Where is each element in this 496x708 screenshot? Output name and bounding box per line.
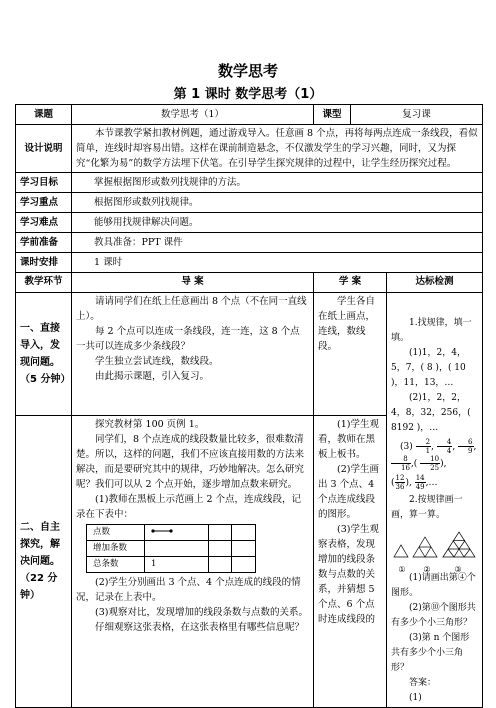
col-step-header: 教学环节 bbox=[16, 273, 72, 293]
row-time bbox=[16, 253, 483, 273]
step-1-study-text: 学生各自在纸上画点，连线，数线段。 bbox=[318, 296, 376, 352]
diff-text: 能够用找规律解决问题。 bbox=[72, 213, 483, 233]
goal-label: 学习目标 bbox=[16, 173, 72, 193]
check-q1: 1.找规律，填一填。 bbox=[391, 318, 472, 343]
check-q1c: (3) $\frac{2}{1}$ , $\frac{4}{4}$ , $\frac{6}{9}$ , $\frac{8}{16}$ ,( $\frac{10}{25}$ ), bbox=[391, 438, 478, 472]
fraction-6-den: 36 bbox=[395, 483, 405, 491]
tri-label-2: ② bbox=[423, 565, 431, 574]
check-answer-label: 答案： bbox=[409, 678, 437, 688]
step-2-guide-p2: 同学们，8 个点连成的线段数量比较多，很难数清楚。所以，这样的问题，我们不应该直接用数的方法来解决，而是要研究其中的规律，巧妙地解决。怎么研究呢？我们可以从 2 个点开始，逐步增加点数来研究。 bbox=[76, 433, 305, 490]
topic-label: 课题 bbox=[16, 105, 72, 125]
check-column bbox=[387, 293, 483, 708]
step-2-guide bbox=[72, 415, 314, 707]
check-q2a: (1)请画出第④个图形。 bbox=[391, 573, 476, 598]
step-2-guide-p3: (1)教师在黑板上示范画上 2 个点，连成线段，记录在下表中： bbox=[76, 493, 302, 520]
triangle-figures bbox=[391, 531, 478, 574]
fraction-4-den: 16 bbox=[401, 464, 410, 472]
key-label: 学习重点 bbox=[16, 193, 72, 213]
inner-label-total: 总条数 bbox=[87, 556, 145, 572]
col-guide-header: 导 案 bbox=[72, 273, 314, 293]
doc-title: 数学思考 bbox=[217, 62, 278, 80]
tri-label-3: ③ bbox=[454, 565, 462, 574]
inner-label-points: 点数 bbox=[87, 524, 145, 540]
fraction-6 bbox=[395, 474, 406, 491]
row-diff bbox=[16, 213, 483, 233]
fraction-2-num: 4 bbox=[437, 438, 452, 447]
process-header-row bbox=[16, 273, 483, 293]
inner-total-value: 1 bbox=[145, 556, 209, 572]
step-2-guide-p6: 仔细观察这张表格，在这张表格里有哪些信息呢？ bbox=[95, 621, 305, 633]
tri-label-1: ① bbox=[398, 565, 406, 574]
row-key bbox=[16, 193, 483, 213]
fraction-7-den: 49 bbox=[415, 483, 425, 491]
fraction-3-den: 9 bbox=[468, 447, 473, 455]
fraction-2 bbox=[437, 438, 452, 455]
line-segment-icon bbox=[151, 528, 173, 534]
segment-cell bbox=[145, 524, 209, 540]
goal-text: 掌握根据图形或数列找规律的方法。 bbox=[72, 173, 483, 193]
prep-text: 教具准备：PPT 课件 bbox=[72, 233, 483, 253]
fraction-2-den: 4 bbox=[446, 447, 452, 455]
step-1-guide-p4: 由此揭示课题，引入复习。 bbox=[95, 371, 210, 382]
inner-label-added: 增加条数 bbox=[87, 540, 145, 556]
col-check-header: 达标检测 bbox=[387, 273, 483, 293]
fraction-1 bbox=[416, 438, 431, 455]
prep-label: 学前准备 bbox=[16, 233, 72, 253]
check-q1a: (1)1，2，4，5，7，( 8 )，( 10 )，11，13，… bbox=[391, 348, 466, 388]
step-1-guide-p1: 请请同学们在纸上任意画出 8 个点（不在同一直线上）。 bbox=[76, 296, 307, 322]
step-2-guide-p1: 探究教材第 100 页例 1。 bbox=[95, 418, 205, 430]
time-text: 1 课时 bbox=[72, 253, 483, 273]
step-1-study bbox=[314, 293, 387, 416]
row-design bbox=[16, 125, 483, 173]
check-q2c: (3)第 n 个图形共有多少个小三角形？ bbox=[391, 633, 470, 673]
check-q2: 2.按规律画一画，算一算。 bbox=[391, 495, 463, 520]
fraction-5-num: 10 bbox=[420, 455, 440, 464]
fraction-5-den: 25 bbox=[430, 464, 440, 472]
fraction-6-num: 12 bbox=[395, 474, 405, 482]
type-value: 复习课 bbox=[351, 105, 483, 125]
step-2-label: 二、自主探究，解决问题。（22 分钟） bbox=[16, 415, 72, 707]
key-text: 根据图形或数列找规律。 bbox=[72, 193, 483, 213]
inner-row-points bbox=[87, 524, 256, 540]
check-q1b: (2)1，2，2，4，8，32，256，( 8192 )，… bbox=[391, 393, 471, 433]
check-q1c-line2: ( $\frac{12}{36}$ ), $\frac{14}{49}$ ,… bbox=[391, 474, 438, 491]
step-2-study bbox=[314, 415, 387, 707]
step-2-study-p3: (3)学生观察表格，发现增加的线段条数与点数的关系，并猜想 5 个点、6 个点时连成线段的 bbox=[318, 523, 379, 625]
fraction-5 bbox=[420, 455, 440, 472]
inner-row-added bbox=[87, 540, 256, 556]
step-2-study-p2: (2)学生画出 3 个点、4 个点连成线段的图形。 bbox=[318, 463, 379, 520]
type-label: 课型 bbox=[314, 105, 351, 125]
design-text-cell bbox=[72, 125, 483, 173]
step-2-guide-p4: (2)学生分别画出 3 个点、4 个点连成的线段的情况，记录在上表中。 bbox=[76, 576, 301, 603]
row-goal bbox=[16, 173, 483, 193]
fraction-4-num: 8 bbox=[391, 455, 411, 464]
design-text: 本节课教学紧扣教材例题，通过游戏导入。任意画 8 个点，再将每两点连成一条线段，看似简单，连线时却容易出错。这样在课前制造悬念，不仅激发学生的学习兴趣，同时，又为探究“化繁为易”的数学方法埋下伏笔。在引导学生探究规律的过程中，让学生经历探究过程。 bbox=[76, 128, 478, 169]
fraction-1-den: 1 bbox=[425, 447, 431, 455]
lesson-plan-table bbox=[15, 104, 483, 708]
step-1-guide-p3: 学生独立尝试连线，数线段。 bbox=[95, 356, 219, 367]
fraction-3 bbox=[458, 438, 473, 455]
fraction-3-num: 6 bbox=[458, 438, 473, 447]
step-2-guide-p5: (3)观察对比，发现增加的线段条数与点数的关系。 bbox=[95, 606, 308, 618]
step-1-guide bbox=[72, 293, 314, 416]
check-q1c-prefix: (3) bbox=[400, 442, 413, 452]
doc-subtitle: 第 1 课时 数学思考（1） bbox=[173, 87, 323, 102]
step-1-label: 一、直接导入，发现问题。（5 分钟） bbox=[16, 293, 72, 416]
time-label: 课时安排 bbox=[16, 253, 72, 273]
row-topic bbox=[16, 105, 483, 125]
step-2-study-p1: (1)学生观看，教师在黑板上板书。 bbox=[318, 418, 379, 460]
fraction-1-num: 2 bbox=[416, 438, 431, 447]
points-segments-table bbox=[86, 524, 256, 573]
step-1-guide-p2: 每 2 个点可以连成一条线段，连一连，这 8 个点一共可以连成多少条线段？ bbox=[76, 326, 300, 352]
topic-value: 数学思考（1） bbox=[72, 105, 314, 125]
fraction-7-num: 14 bbox=[415, 474, 425, 482]
check-q2b: (2)第⑩个图形共有多少个小三角形？ bbox=[391, 603, 476, 628]
inner-row-total bbox=[87, 556, 256, 572]
design-label: 设计说明 bbox=[16, 125, 72, 173]
triangle-patterns-icon bbox=[391, 531, 479, 559]
diff-label: 学习难点 bbox=[16, 213, 72, 233]
fraction-7 bbox=[415, 474, 426, 491]
fraction-4 bbox=[391, 455, 411, 472]
row-step-1 bbox=[16, 293, 483, 416]
col-study-header: 学 案 bbox=[314, 273, 387, 293]
row-prep bbox=[16, 233, 483, 253]
check-answer-1: (1) bbox=[409, 693, 422, 703]
